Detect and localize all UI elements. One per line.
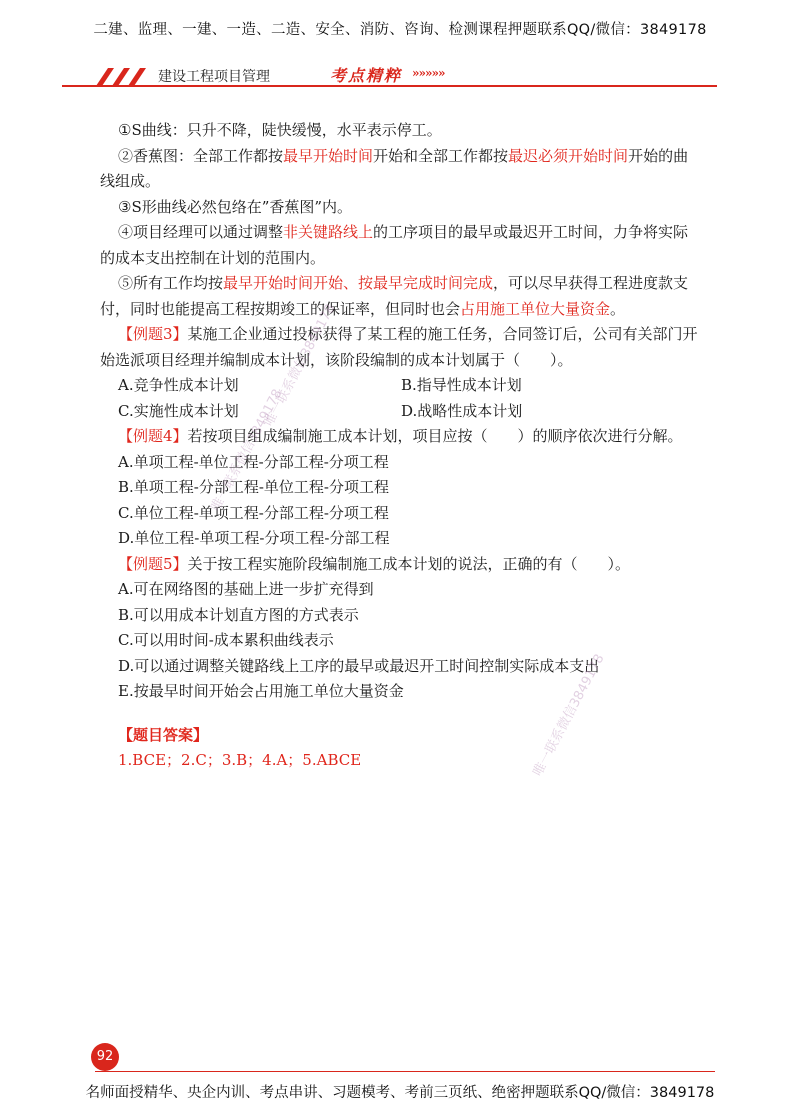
answer-title: 【题目答案】 xyxy=(118,725,209,744)
top-banner: 二建、监理、一建、一造、二造、安全、消防、咨询、检测课程押题联系QQ/微信：3849178 xyxy=(93,22,707,38)
option-b: B.可以用成本计划直方图的方式表示 xyxy=(118,605,359,624)
option-a: A.可在网络图的基础上进一步扩充得到 xyxy=(118,580,374,598)
header-arrows-decoration: »»»»» xyxy=(412,66,445,80)
question-3-options-row-1 xyxy=(118,373,718,399)
question-label: 【例题4】 xyxy=(118,427,188,445)
option-b: B.指导性成本计划 xyxy=(401,376,522,394)
option-a: A.竞争性成本计划 xyxy=(118,376,239,394)
key-point-2: ②香蕉图：全部工作都按最早开始时间开始和全部工作都按最迟必须开始时间开始的曲 xyxy=(118,146,689,165)
option-d: D.可以通过调整关键路线上工序的最早或最迟开工时间控制实际成本支出 xyxy=(118,656,600,675)
watermark: 唯一联系微信3849178 xyxy=(208,386,286,514)
highlight-text: 最早开始时间 xyxy=(283,146,374,165)
question-3-options-row-2 xyxy=(118,399,718,425)
option-e: E.按最早时间开始会占用施工单位大量资金 xyxy=(118,682,404,700)
key-point-1: ①S曲线：只升不降，陡快缓慢，水平表示停工。 xyxy=(118,121,442,139)
question-label: 【例题5】 xyxy=(118,554,188,573)
question-4: 【例题4】若按项目组成编制施工成本计划，项目应按（ ）的顺序依次进行分解。 xyxy=(118,427,683,445)
question-3: 【例题3】某施工企业通过投标获得了某工程的施工任务，合同签订后，公司有关部门开 xyxy=(118,325,698,343)
key-point-2-continued: 线组成。 xyxy=(100,172,161,190)
answer-text: 1.BCE；2.C；3.B；4.A；5.ABCE xyxy=(118,751,362,769)
watermark: 唯一联系微信3849178 xyxy=(530,651,608,779)
page-header xyxy=(0,62,800,92)
header-stripes-decoration xyxy=(86,64,158,86)
question-label: 【例题3】 xyxy=(118,325,188,343)
highlight-text: 非关键路线上 xyxy=(283,223,374,241)
bottom-banner: 名师面授精华、央企内训、考点串讲、习题模考、考前三页纸、绝密押题联系QQ/微信：3849178 xyxy=(85,1085,715,1101)
key-point-4: ④项目经理可以通过调整非关键路线上的工序项目的最早或最迟开工时间，力争将实际 xyxy=(118,223,689,241)
key-point-4-continued: 的成本支出控制在计划的范围内。 xyxy=(100,248,326,267)
key-point-3: ③S形曲线必然包络在”香蕉图”内。 xyxy=(118,197,353,216)
book-title: 建设工程项目管理 xyxy=(158,69,270,85)
option-b: B.单项工程-分部工程-单位工程-分项工程 xyxy=(118,478,389,496)
key-point-5-continued: 付，同时也能提高工程按期竣工的保证率，但同时也会占用施工单位大量资金。 xyxy=(100,299,626,318)
option-c: C.可以用时间-成本累积曲线表示 xyxy=(118,631,334,649)
main-content xyxy=(100,118,718,774)
option-c: C.实施性成本计划 xyxy=(118,401,239,420)
key-point-5: ⑤所有工作均按最早开始时间开始、按最早完成时间完成，可以尽早获得工程进度款支 xyxy=(118,274,689,292)
question-3-continued: 始选派项目经理并编制成本计划，该阶段编制的成本计划属于（ ）。 xyxy=(100,350,573,369)
highlight-text: 最早开始时间开始、按最早完成时间完成 xyxy=(223,274,494,292)
option-a: A.单项工程-单位工程-分部工程-分项工程 xyxy=(118,452,389,471)
option-c: C.单位工程-单项工程-分部工程-分项工程 xyxy=(118,503,389,522)
highlight-text: 占用施工单位大量资金 xyxy=(460,299,611,318)
option-d: D.单位工程-单项工程-分项工程-分部工程 xyxy=(118,529,390,547)
page-number: 92 xyxy=(91,1043,119,1071)
header-divider xyxy=(62,85,717,87)
footer-divider xyxy=(95,1071,715,1072)
option-d: D.战略性成本计划 xyxy=(401,401,523,420)
highlight-text: 最迟必须开始时间 xyxy=(508,146,629,165)
question-5: 【例题5】关于按工程实施阶段编制施工成本计划的说法，正确的有（ ）。 xyxy=(118,554,631,573)
section-title: 考点精粹 xyxy=(330,66,403,85)
watermark: 唯一联系微信3849178 xyxy=(261,301,339,429)
